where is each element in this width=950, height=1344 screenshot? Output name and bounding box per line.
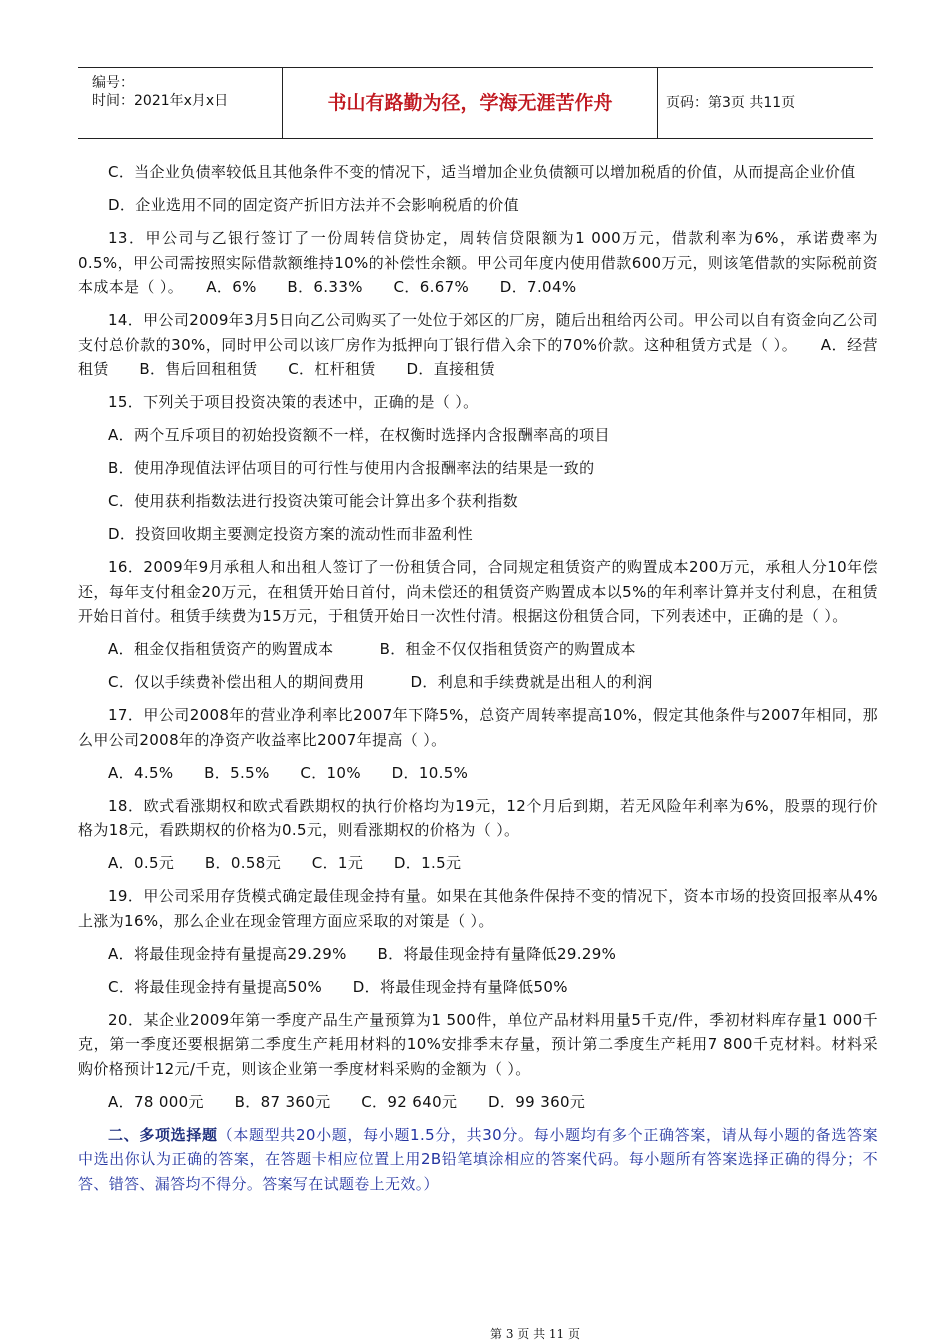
option-line: A．4.5% B．5.5% C．10% D．10.5%	[108, 763, 469, 782]
page-footer	[0, 1326, 950, 1342]
option-line: C．使用获利指数法进行投资决策可能会计算出多个获利指数	[108, 492, 518, 510]
document-body	[78, 160, 878, 1196]
option-line: C．当企业负债率较低且其他条件不变的情况下，适当增加企业负债额可以增加税盾的价值，从而提高企业价值	[108, 163, 856, 181]
option-line: D．投资回收期主要测定投资方案的流动性而非盈利性	[108, 525, 473, 543]
header-page-cell	[656, 68, 873, 138]
motto: 书山有路勤为径，学海无涯苦作舟	[327, 92, 613, 114]
option-line: C．将最佳现金持有量提高50% D．将最佳现金持有量降低50%	[108, 977, 568, 996]
question-20: 20．某企业2009年第一季度产品生产量预算为1 500件，单位产品材料用量5千克/件，季初材料库存量1 000千克，第一季度还要根据第二季度生产耗用材料的10%安排季末存量，预计第二季度生产耗用7 800千克材料。材料采购价格预计12元/千克，则该企业第一季度材料采购的金额为（ ）。	[78, 1010, 878, 1078]
time-label: 时间：2021年x月x日	[92, 93, 229, 109]
option-line: B．使用净现值法评估项目的可行性与使用内含报酬率法的结果是一致的	[108, 459, 595, 477]
option-line: A．租金仅指租赁资产的购置成本 B．租金不仅仅指租赁资产的购置成本	[108, 640, 636, 658]
option-line: A．两个互斥项目的初始投资额不一样，在权衡时选择内含报酬率高的项目	[108, 426, 610, 444]
header-info-cell	[78, 68, 282, 138]
option-line: D．企业选用不同的固定资产折旧方法并不会影响税盾的价值	[108, 196, 520, 214]
question-19: 19．甲公司采用存货模式确定最佳现金持有量。如果在其他条件保持不变的情况下，资本市场的投资回报率从4%上涨为16%，那么企业在现金管理方面应采取的对策是（ ）。	[78, 887, 878, 930]
number-label: 编号：	[92, 75, 134, 91]
page-number: 第 3 页 共 11 页	[490, 1327, 580, 1341]
question-15: 15．下列关于项目投资决策的表述中，正确的是（ ）。	[108, 393, 479, 411]
question-13: 13．甲公司与乙银行签订了一份周转信贷协定，周转信贷限额为1 000万元，借款利率为6%，承诺费率为0.5%，甲公司需按照实际借款额维持10%的补偿性余额。甲公司年度内使用借款600万元，则该笔借款的实际税前资本成本是（ ）。 A．6% B．6.33% C．6.67% D．7.04%	[78, 229, 878, 296]
question-16: 16．2009年9月承租人和出租人签订了一份租赁合同，合同规定租赁资产的购置成本200万元，承租人分10年偿还，每年支付租金20万元，在租赁开始日首付，尚未偿还的租赁资产购置成本以5%的年利率计算并支付利息，在租赁开始日首付。租赁手续费为15万元，于租赁开始日一次性付清。根据这份租赁合同，下列表述中，正确的是（ ）。	[78, 558, 878, 625]
section-note: （本题型共20小题，每小题1.5分，共30分。每小题均有多个正确答案，请从每小题的备选答案中选出你认为正确的答案，在答题卡相应位置上用2B铅笔填涂相应的答案代码。每小题所有答案选择正确的得分；不答、错答、漏答均不得分。答案写在试题卷上无效。）	[78, 1125, 878, 1193]
option-line: A．将最佳现金持有量提高29.29% B．将最佳现金持有量降低29.29%	[108, 944, 617, 963]
section-title: 二、多项选择题	[108, 1125, 218, 1144]
page-header	[78, 67, 873, 139]
section-heading-multiple-choice	[78, 1123, 878, 1197]
header-motto-cell	[282, 68, 658, 138]
question-18: 18．欧式看涨期权和欧式看跌期权的执行价格均为19元，12个月后到期，若无风险年利率为6%，股票的现行价格为18元，看跌期权的价格为0.5元，则看涨期权的价格为（ ）。	[78, 796, 878, 839]
page-code: 页码：第3页 共11页	[666, 95, 796, 111]
question-17: 17．甲公司2008年的营业净利率比2007年下降5%，总资产周转率提高10%，假定其他条件与2007年相同，那么甲公司2008年的净资产收益率比2007年提高（ ）。	[78, 706, 878, 749]
option-line: A．78 000元 B．87 360元 C．92 640元 D．99 360元	[108, 1092, 586, 1111]
question-14: 14．甲公司2009年3月5日向乙公司购买了一处位于郊区的厂房，随后出租给丙公司。甲公司以自有资金向乙公司支付总价款的30%，同时甲公司以该厂房作为抵押向丁银行借入余下的70%价款。这种租赁方式是（ ）。 A．经营租赁 B．售后回租租赁 C．杠杆租赁 D．直接租赁	[78, 311, 878, 378]
option-line: C．仅以手续费补偿出租人的期间费用 D．利息和手续费就是出租人的利润	[108, 673, 653, 691]
option-line: A．0.5元 B．0.58元 C．1元 D．1.5元	[108, 854, 462, 872]
